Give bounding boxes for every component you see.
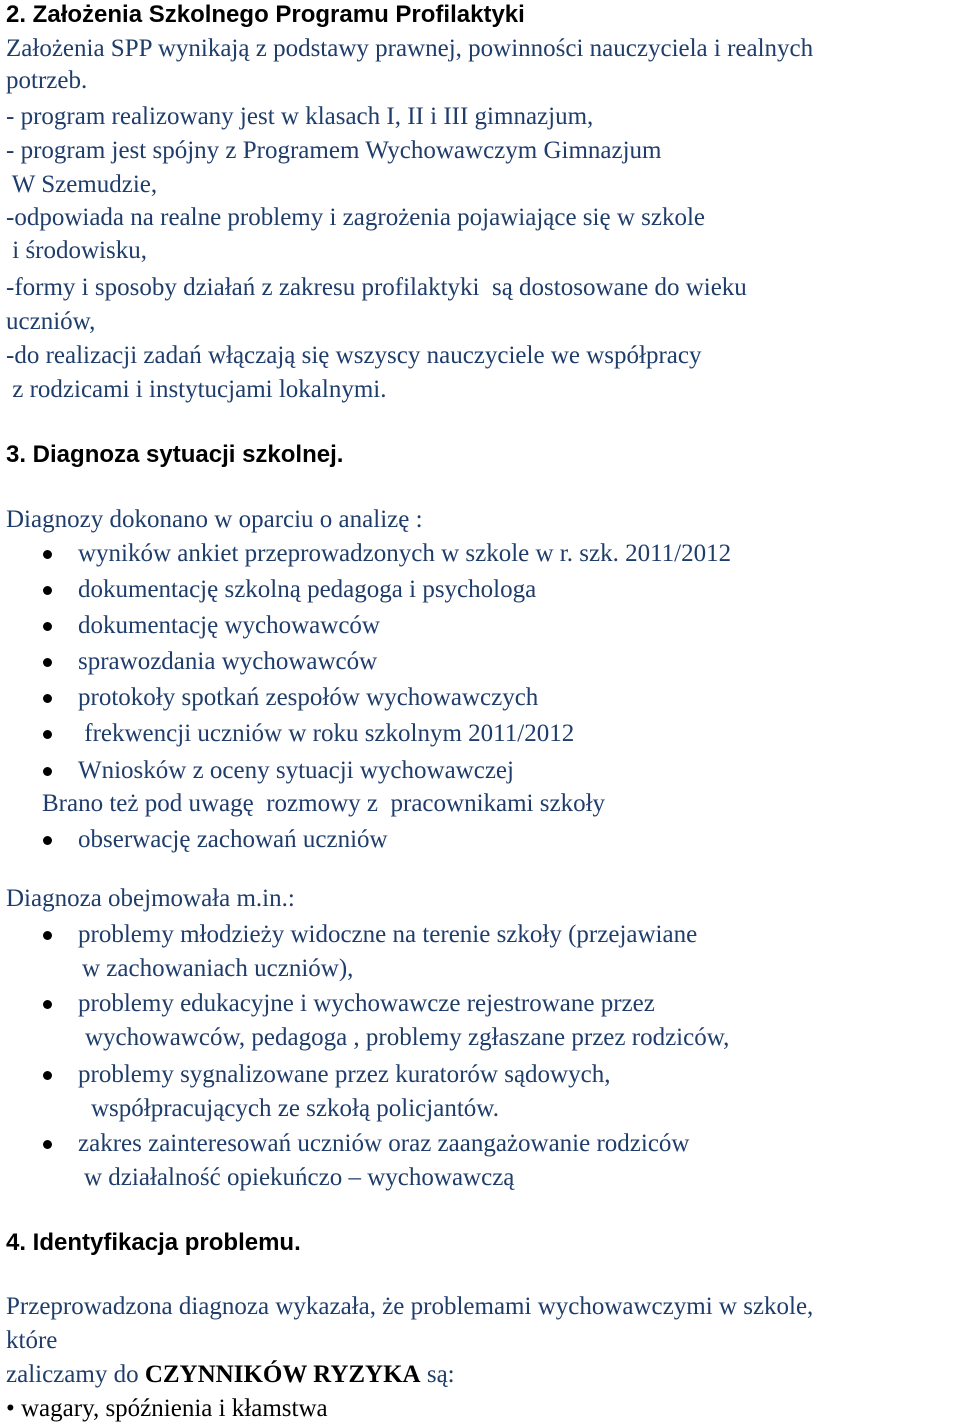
section-2-point: -odpowiada na realne problemy i zagrożenia pojawiające się w szkole <box>6 204 705 231</box>
scope-item: problemy edukacyjne i wychowawcze rejestrowane przez <box>78 990 655 1017</box>
risk-factors-pre: zaliczamy do <box>6 1361 145 1388</box>
risk-factors-post: są: <box>420 1361 455 1388</box>
section-4-title: 4. Identyfikacja problemu. <box>6 1229 301 1256</box>
source-item: sprawozdania wychowawców <box>78 648 378 675</box>
risk-item: • wagary, spóźnienia i kłamstwa <box>6 1395 328 1422</box>
risk-factors-emphasis: CZYNNIKÓW RYZYKA <box>144 1361 421 1388</box>
section-2-intro: Założenia SPP wynikają z podstawy prawnej, powinności nauczyciela i realnych <box>6 35 814 62</box>
bullet-icon <box>43 586 52 595</box>
source-item: wyników ankiet przeprowadzonych w szkole w r. szk. 2011/2012 <box>78 540 732 567</box>
source-item: dokumentację szkolną pedagoga i psychologa <box>78 576 537 603</box>
bullet-icon <box>43 550 52 559</box>
scope-intro: Diagnoza obejmowała m.in.: <box>6 885 295 912</box>
bullet-icon <box>43 1140 52 1149</box>
bullet-icon <box>43 931 52 940</box>
source-item: protokoły spotkań zespołów wychowawczych <box>78 684 539 711</box>
section-2-intro-cont: potrzeb. <box>6 67 88 94</box>
section-2-point: i środowisku, <box>6 237 147 264</box>
bullet-icon <box>43 694 52 703</box>
bullet-icon <box>43 836 52 845</box>
section-2-title: 2. Założenia Szkolnego Programu Profilaktyki <box>6 1 525 28</box>
section-2-point: W Szemudzie, <box>6 171 158 198</box>
section-2-point: - program realizowany jest w klasach I, II i III gimnazjum, <box>6 103 594 130</box>
section-2-point: uczniów, <box>6 308 96 335</box>
section-3-intro: Diagnozy dokonano w oparciu o analizę : <box>6 506 423 533</box>
section-2-point: -formy i sposoby działań z zakresu profilaktyki są dostosowane do wieku <box>6 274 747 301</box>
bullet-icon <box>43 622 52 631</box>
bullet-icon <box>43 1000 52 1009</box>
scope-item: zakres zainteresowań uczniów oraz zaangażowanie rodziców <box>78 1130 690 1157</box>
scope-item-cont: współpracujących ze szkołą policjantów. <box>91 1095 499 1122</box>
bullet-icon <box>43 767 52 776</box>
section-4-text-cont: które <box>6 1327 58 1354</box>
section-2-point: -do realizacji zadań włączają się wszyscy nauczyciele we współpracy <box>6 342 702 369</box>
section-2-point: z rodzicami i instytucjami lokalnymi. <box>6 376 387 403</box>
bullet-icon <box>43 1071 52 1080</box>
scope-item-cont: wychowawców, pedagoga , problemy zgłaszane przez rodziców, <box>85 1024 730 1051</box>
risk-factors-line <box>6 1360 455 1390</box>
source-item: frekwencji uczniów w roku szkolnym 2011/2012 <box>78 720 575 747</box>
source-item: dokumentację wychowawców <box>78 612 380 639</box>
bullet-icon <box>43 730 52 739</box>
section-2-point: - program jest spójny z Programem Wychowawczym Gimnazjum <box>6 137 662 164</box>
scope-item-cont: w działalność opiekuńczo – wychowawczą <box>84 1164 515 1191</box>
scope-item-cont: w zachowaniach uczniów), <box>82 955 354 982</box>
source-item: obserwację zachowań uczniów <box>78 826 388 853</box>
scope-item: problemy młodzieży widoczne na terenie szkoły (przejawiane <box>78 921 698 948</box>
section-3-title: 3. Diagnoza sytuacji szkolnej. <box>6 441 344 468</box>
bullet-icon <box>43 658 52 667</box>
scope-item: problemy sygnalizowane przez kuratorów sądowych, <box>78 1061 611 1088</box>
source-item: Wniosków z oceny sytuacji wychowawczej <box>78 757 514 784</box>
section-4-text: Przeprowadzona diagnoza wykazała, że problemami wychowawczymi w szkole, <box>6 1293 814 1320</box>
also-considered: Brano też pod uwagę rozmowy z pracownikami szkoły <box>42 790 606 817</box>
